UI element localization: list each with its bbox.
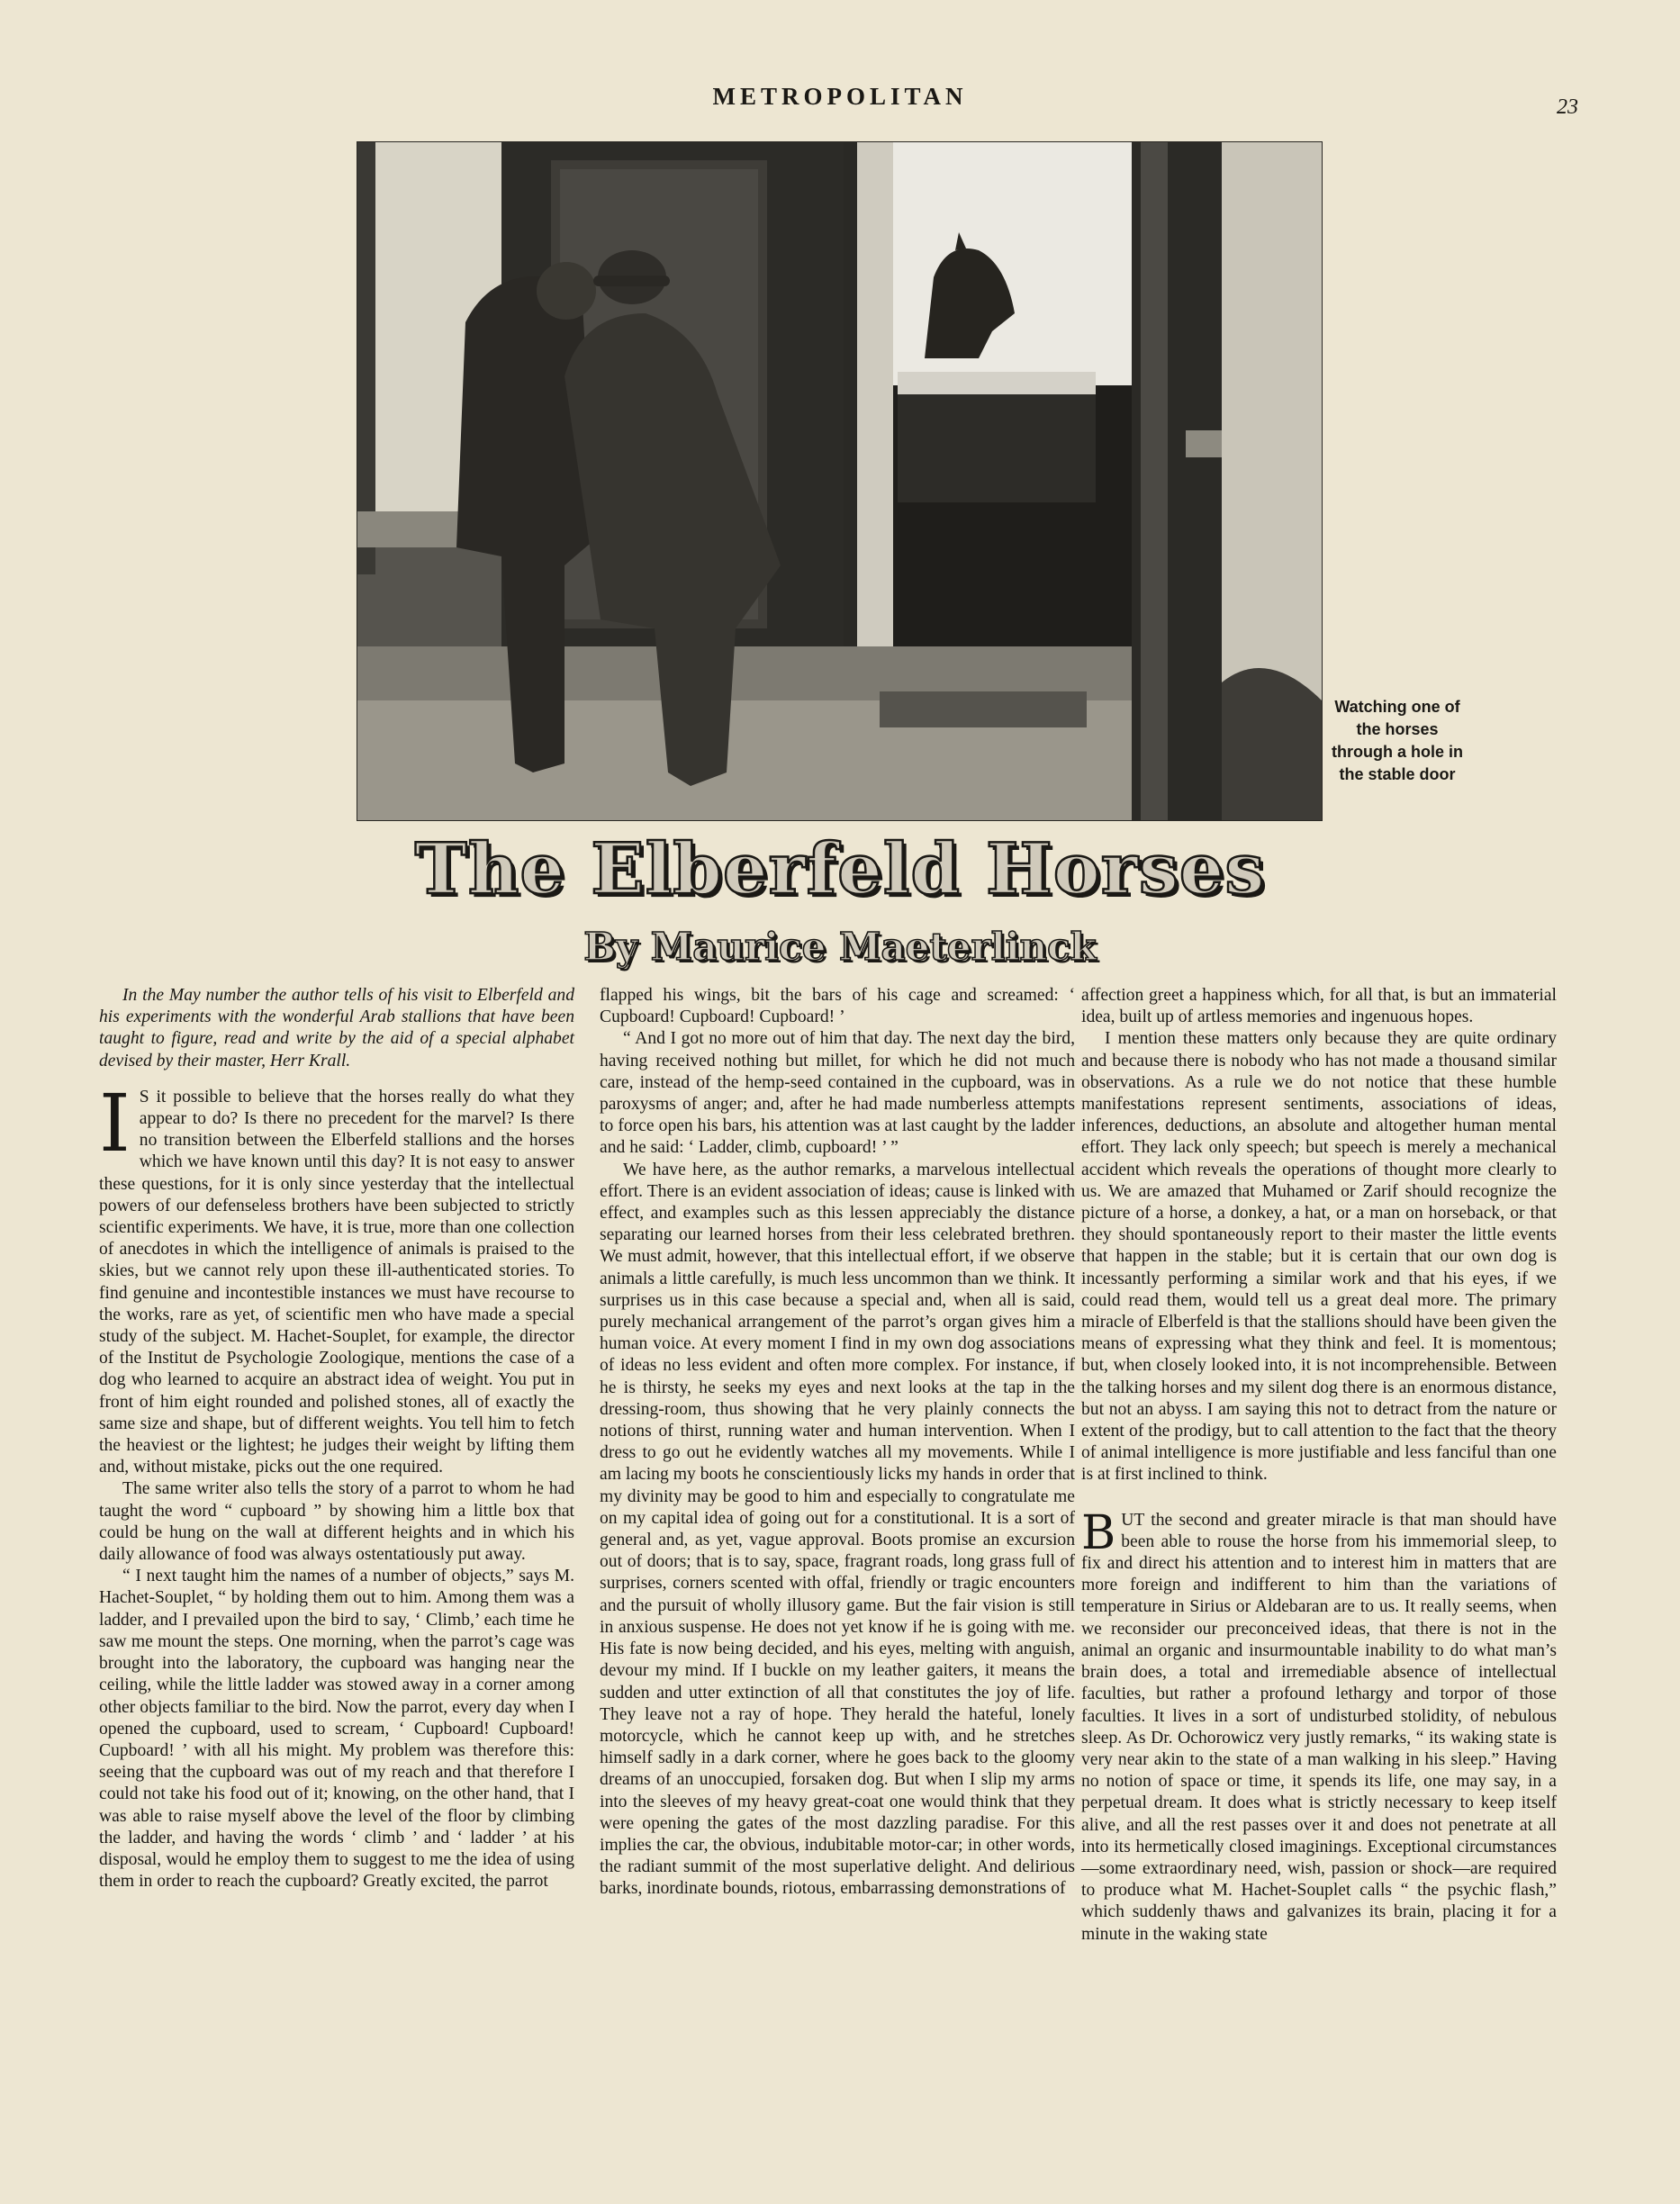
paragraph: flapped his wings, bit the bars of his cage and screamed: ‘ Cupboard! Cupboard! Cupboard! ’	[600, 986, 1075, 1027]
stable-door-photo	[357, 141, 1323, 821]
page-number: 23	[1557, 95, 1578, 119]
text-column-3	[1081, 985, 1557, 1946]
magazine-title: METROPOLITAN	[712, 83, 968, 110]
drop-cap: B	[1081, 1505, 1116, 1560]
drop-cap: I	[99, 1076, 131, 1170]
paragraph: We have here, as the author remarks, a marvelous intellectual effort. There is an evident association of ideas; cause is linked with effect, and examples such as this lessen appreciably the distance separating our learned horses from their less celebrated brethren. We must admit, however, that this intellectual effort, if we observe animals a little carefully, is much less uncommon than we think. It surprises us in this case because a special and, when all is said, purely mechanical arrangement of the parrot’s organ gives him a human voice. At every moment I find in my own dog associations of ideas no less evident and often more complex. For instance, if he is thirsty, he seeks my eyes and next looks at the tap in the dressing-room, thus showing that he very plainly connects the notions of thirst, running water and human intervention. When I dress to go out he evidently watches all my movements. While I am lacing my boots he conscientiously licks my hands in order that my divinity may be good to him and especially to congratulate me on my capital idea of going out for a constitutional. It is a sort of general and, as yet, vague approval. Boots promise an excursion out of doors; that is to say, space, fragrant roads, long grass full of surprises, corners scented with offal, friendly or tragic encounters and the pursuit of wholly illusory game. But the fair vision is still in anxious suspense. He does not yet know if he is going with me. His fate is now being decided, and his eyes, melting with anguish, devour my mind. If I buckle on my leather gaiters, it means the sudden and utter extinction of all that constitutes the joy of life. They leave not a ray of hope. They herald the hateful, lonely motorcycle, which he cannot keep up with, and he stretches himself sadly in a dark corner, where he goes back to the gloomy dreams of an unoccupied, forsaken dog. But when I slip my arms into the sleeves of my heavy great-coat one would think that they were opening the gates of the most dazzling paradise. For this implies the car, the obvious, indubitable motor-car; in other words, the radiant summit of the most superlative delight. And delirious barks, inordinate bounds, riotous, embarrassing demonstrations of	[600, 1160, 1075, 1899]
text-column-1	[99, 985, 574, 1892]
paragraph-text: UT the second and greater miracle is that man should have been able to rouse the horse from his immemorial sleep, to fix and direct his attention and to interest him in matters that are more foreign and indifferent to him than the variations of temperature in Sirius or Aldebaran are to us. It really seems, when we reconsider our preconceived ideas, that there is not in the animal an organic and insurmountable inability to do what man’s brain does, a total and irremediable absence of intellectual faculties, but rather a profound lethargy and torpor of those faculties. It lives in a sort of undisturbed stolidity, of nebulous sleep. As Dr. Ochorowicz very justly remarks, “ its waking state is very near akin to the state of a man walking in his sleep.” Having no notion of space or time, it spends its life, one may say, in a perpetual dream. It does what is strictly necessary to keep itself alive, and all the rest passes over it and does not penetrate at all into its hermetically closed imaginings. Exceptional circumstances—some extraordinary need, wish, passion or shock—are required to produce what M. Hachet-Souplet calls “ the psychic flash,” which suddenly thaws and galvanizes its brain, placing it for a minute in the waking state	[1081, 1510, 1557, 1944]
photo-caption: Watching one of the horses through a hole in the stable door	[1332, 698, 1463, 783]
paragraph: “ And I got no more out of him that day. The next day the bird, having received nothing but millet, for which he did not much care, instead of the hemp-seed contained in the cupboard, was in paroxysms of anger; and, after he had made numberless attempts to force open his bars, his attention was at last caught by the ladder and he said: ‘ Ladder, climb, cupboard! ’ ”	[600, 1029, 1075, 1158]
photo-illustration	[357, 142, 1322, 820]
paragraph: affection greet a happiness which, for all that, is but an immaterial idea, built up of artless memories and ingenuous hopes.	[1081, 986, 1557, 1027]
paragraph	[1081, 1505, 1557, 1946]
article-title: The Elberfeld Horses	[414, 828, 1266, 910]
paragraph: I mention these matters only because they are quite ordinary and because there is nobody who has not made a thousand similar observations. As a rule we do not notice that these humble manifestations represent sentiments, associations of ideas, inferences, deductions, an absolute and altogether human mental effort. They lack only speech; but speech is merely a mechanical accident which reveals the operations of thought more clearly to us. We are amazed that Muhamed or Zarif should recognize the picture of a horse, a donkey, a hat, or a man on horseback, or that they should spontaneously report to their master the little events that happen in the stable; but it is certain that our own dog is incessantly performing a similar work and that his eyes, if we could read them, would tell us a great deal more. The primary miracle of Elberfeld is that the stallions should have been given the means of expressing what they think and feel. It is momentous; but, when closely looked into, it is not incomprehensible. Between the talking horses and my silent dog there is an enormous distance, but not an abyss. I am saying this not to detract from the nature or extent of the prodigy, but to call attention to the fact that the theory of animal intelligence is more justifiable and less fanciful than one is at first inclined to think.	[1081, 1029, 1557, 1485]
paragraph: “ I next taught him the names of a number of objects,” says M. Hachet-Souplet, “ by holding them out to him. Among them was a ladder, and I prevailed upon the bird to say, ‘ Climb,’ each time he saw me mount the steps. One morning, when the parrot’s cage was brought into the laboratory, the cupboard was hanging near the ceiling, while the little ladder was stowed away in a corner among other objects familiar to the bird. Now the parrot, every day when I opened the cupboard, used to scream, ‘ Cupboard! Cupboard! Cupboard! ’ with all his might. My problem was therefore this: seeing that the cupboard was out of my reach and that therefore I could not take his food out of it; knowing, on the other hand, that I was able to raise myself above the level of the floor by climbing the ladder, and having the words ‘ climb ’ and ‘ ladder ’ at his disposal, would he employ them to suggest to me the idea of using them in order to reach the cupboard? Greatly excited, the parrot	[99, 1567, 574, 1892]
intro-paragraph: In the May number the author tells of his visit to Elberfeld and his experiments with the wonderful Arab stallions that have been taught to figure, read and write by the aid of a special alphabet devised by their master, Herr Krall.	[99, 986, 574, 1070]
text-column-2	[600, 985, 1075, 1901]
paragraph: The same writer also tells the story of a parrot to whom he had taught the word “ cupboard ” by showing him a little box that could be hung on the wall at different heights and in which his daily allowance of food was always ostentatiously put away.	[99, 1479, 574, 1565]
paragraph-text: S it possible to believe that the horses really do what they appear to do? Is there no precedent for the marvel? Is there no transition between the Elberfeld stallions and the horses which we have known until this day? It is not easy to answer these questions, for it is only since yesterday that the intellectual powers of our defenseless brothers have been subjected to strictly scientific experiments. We have, it is true, more than one collection of anecdotes in which the intelligence of animals is praised to the skies, but we cannot rely upon these ill-authenticated stories. To find genuine and incontestible instances we must have recourse to the works, rare as yet, of scientific men who have made a special study of the subject. M. Hachet-Souplet, for example, the director of the Institut de Psychologie Zoologique, mentions the case of a dog who learned to acquire an abstract idea of weight. You put in front of him eight rounded and polished stones, all of exactly the same size and shape, but of different weights. You tell him to fetch the heaviest or the lightest; he judges their weight by lifting them and, without mistake, picks out the one required.	[99, 1087, 574, 1477]
paragraph	[99, 1076, 574, 1479]
article-byline: By Maurice Maeterlinck	[583, 925, 1097, 969]
section-gap	[1081, 1486, 1557, 1510]
